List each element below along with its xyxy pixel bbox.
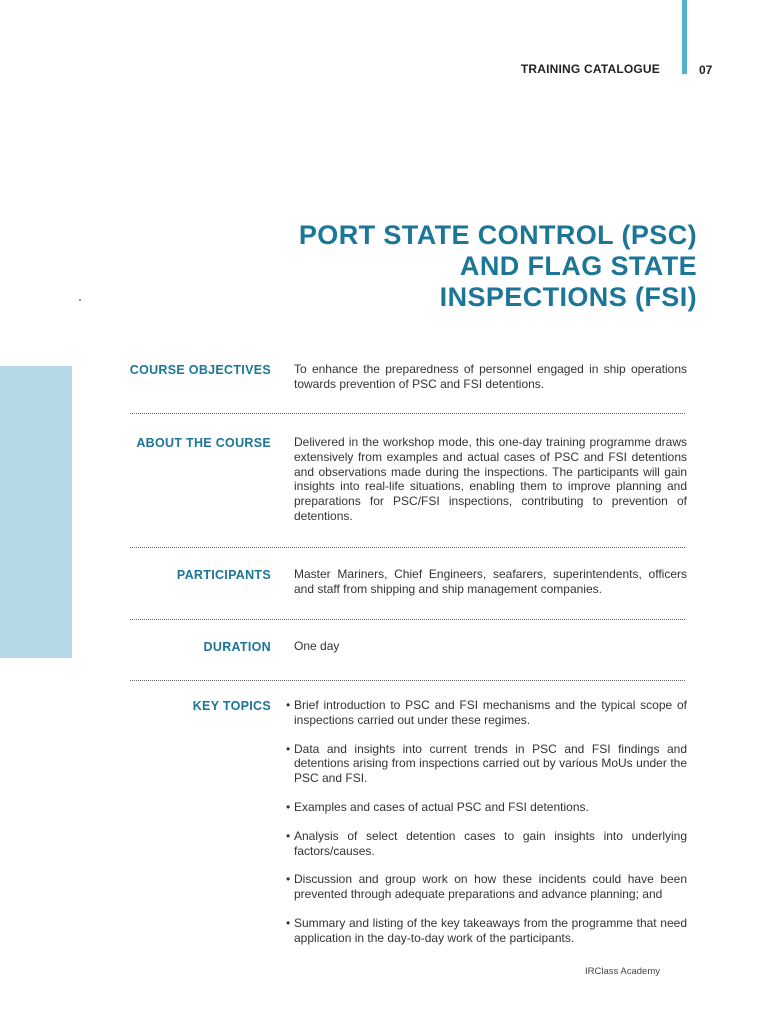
key-topic-text: Summary and listing of the key takeaways from the programme that need application in the day-to-day work of the participants. — [294, 915, 687, 945]
key-topic-text: Discussion and group work on how these incidents could have been prevented through adequate preparations and advance planning; and — [294, 872, 687, 902]
duration-text: One day — [294, 639, 340, 653]
key-topic-text: Examples and cases of actual PSC and FSI detentions. — [294, 799, 589, 814]
title-line-1: PORT STATE CONTROL (PSC) — [298, 220, 697, 250]
course-objectives-label: COURSE OBJECTIVES — [129, 363, 271, 377]
header-accent-bar — [682, 0, 687, 74]
section-divider — [130, 619, 685, 620]
key-topic-item — [286, 829, 687, 859]
key-topic-item — [286, 800, 687, 815]
footer-publisher: IRClass Academy — [585, 966, 660, 977]
bullet-icon: • — [286, 799, 291, 814]
page-number: 07 — [699, 63, 713, 77]
key-topic-text: Data and insights into current trends in PSC and FSI findings and detentions arising from inspections carried out by various MoUs under the PSC and FSI. — [294, 741, 687, 786]
course-objectives-text: To enhance the preparedness of personnel engaged in ship operations towards prevention of PSC and FSI detentions. — [294, 362, 687, 391]
bullet-icon: • — [286, 915, 291, 930]
title-line-2: AND FLAG STATE — [459, 251, 697, 281]
section-divider — [130, 413, 685, 414]
about-course-label: ABOUT THE COURSE — [136, 436, 271, 450]
bullet-icon: • — [286, 741, 291, 756]
duration-label: DURATION — [203, 640, 271, 654]
bullet-icon: • — [286, 828, 291, 843]
page-title — [250, 220, 697, 313]
section-divider — [130, 680, 685, 681]
title-line-3: INSPECTIONS (FSI) — [439, 282, 697, 312]
side-color-band — [0, 366, 72, 658]
key-topic-item — [286, 742, 687, 786]
bullet-icon: • — [286, 698, 291, 712]
key-topic-text: Brief introduction to PSC and FSI mechanisms and the typical scope of inspections carried out under these regimes. — [294, 698, 687, 727]
participants-label: PARTICIPANTS — [176, 568, 271, 582]
key-topic-item — [286, 872, 687, 902]
key-topics-label: KEY TOPICS — [192, 699, 271, 713]
section-divider — [130, 547, 685, 548]
catalogue-label: TRAINING CATALOGUE — [520, 62, 660, 76]
about-course-text: Delivered in the workshop mode, this one-day training programme draws extensively from examples and actual cases of PSC and FSI detentions and observations made during the inspections. The participants will gain insights into real-life situations, enabling them to improve planning and preparations for PSC/FSI inspections, contributing to prevention of detentions. — [294, 435, 687, 523]
key-topic-text: Analysis of select detention cases to gain insights into underlying factors/causes. — [294, 828, 687, 858]
stray-dot — [79, 299, 81, 301]
bullet-icon: • — [286, 872, 291, 887]
key-topic-item — [286, 698, 687, 728]
key-topics-list — [286, 698, 687, 960]
participants-text: Master Mariners, Chief Engineers, seafarers, superintendents, officers and staff from shipping and ship management companies. — [294, 567, 687, 596]
key-topic-item — [286, 916, 687, 946]
